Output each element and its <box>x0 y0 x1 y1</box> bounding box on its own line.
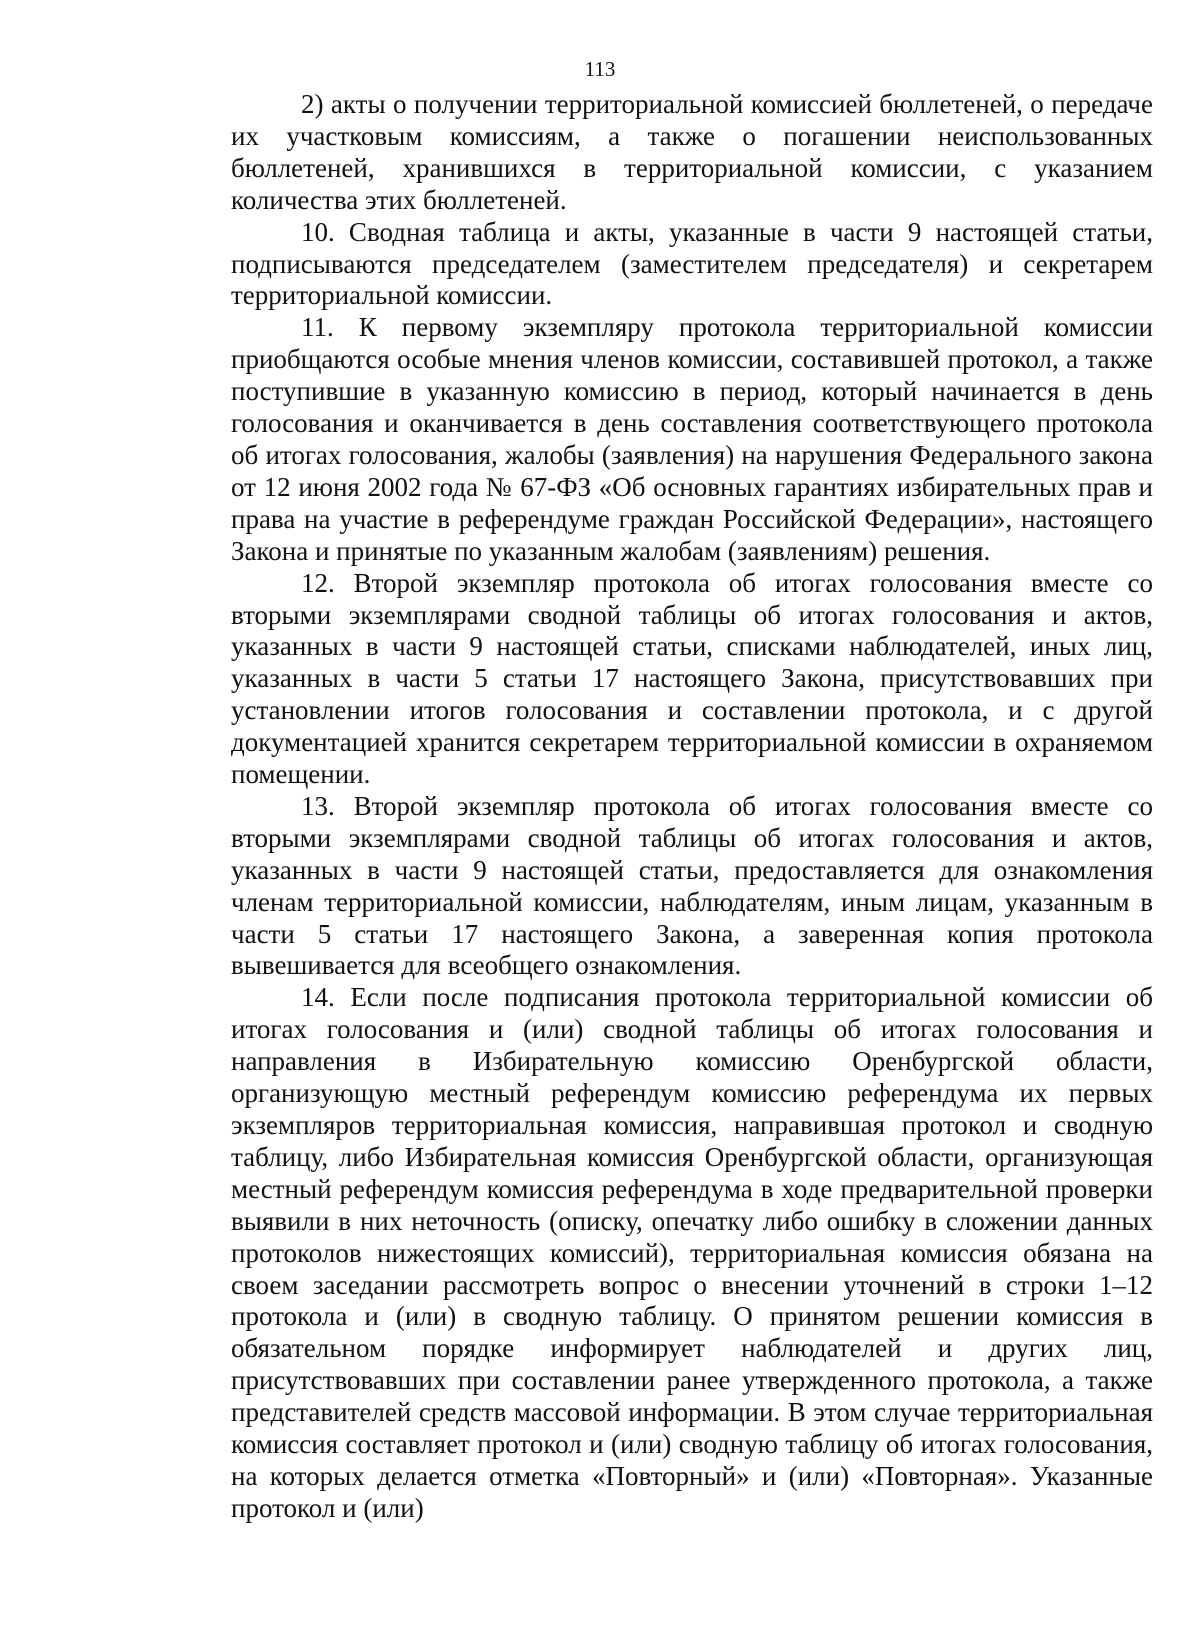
paragraph-part-12: 12. Второй экземпляр протокола об итогах голосования вместе со вторыми экземплярами сводной таблицы об итогах голосования и актов, указанных в части 9 настоящей статьи, списками наблюдателей, иных лиц, указанных в части 5 статьи 17 настоящего Закона, присутствовавших при установлении итогов голосования и составлении протокола, и с другой документацией хранится секретарем территориальной комиссии в охраняемом помещении. <box>231 567 1153 790</box>
paragraph-part-11: 11. К первому экземпляру протокола территориальной комиссии приобщаются особые мнения членов комиссии, составившей протокол, а также поступившие в указанную комиссию в период, который начинается в день голосования и оканчивается в день составления соответствующего протокола об итогах голосования, жалобы (заявления) на нарушения Федерального закона от 12 июня 2002 года № 67-ФЗ «Об основных гарантиях избирательных прав и права на участие в референдуме граждан Российской Федерации», настоящего Закона и принятые по указанным жалобам (заявлениям) решения. <box>231 312 1153 566</box>
document-body <box>231 89 1153 1525</box>
paragraph-part-14: 14. Если после подписания протокола территориальной комиссии об итогах голосования и (или) сводной таблицы об итогах голосования и направления в Избирательную комиссию Оренбургской области, организующую местный референдум комиссию референдума их первых экземпляров территориальная комиссия, направившая протокол и сводную таблицу, либо Избирательная комиссия Оренбургской области, организующая местный референдум комиссия референдума в ходе предварительной проверки выявили в них неточность (описку, опечатку либо ошибку в сложении данных протоколов нижестоящих комиссий), территориальная комиссия обязана на своем заседании рассмотреть вопрос о внесении уточнений в строки 1–12 протокола и (или) в сводную таблицу. О принятом решении комиссия в обязательном порядке информирует наблюдателей и других лиц, присутствовавших при составлении ранее утвержденного протокола, а также представителей средств массовой информации. В этом случае территориальная комиссия составляет протокол и (или) сводную таблицу об итогах голосования, на которых делается отметка «Повторный» и (или) «Повторная». Указанные протокол и (или) <box>231 982 1153 1523</box>
page-number: 113 <box>584 57 616 81</box>
paragraph-part-10: 10. Сводная таблица и акты, указанные в части 9 настоящей статьи, подписываются председателем (заместителем председателя) и секретарем территориальной комиссии. <box>231 216 1153 311</box>
paragraph-part-13: 13. Второй экземпляр протокола об итогах голосования вместе со вторыми экземплярами сводной таблицы об итогах голосования и актов, указанных в части 9 настоящей статьи, предоставляется для ознакомления членам территориальной комиссии, наблюдателям, иным лицам, указанным в части 5 статьи 17 настоящего Закона, а заверенная копия протокола вывешивается для всеобщего ознакомления. <box>231 790 1153 981</box>
paragraph-part-9-item-2: 2) акты о получении территориальной комиссией бюллетеней, о передаче их участковым комиссиям, а также о погашении неиспользованных бюллетеней, хранившихся в территориальной комиссии, с указанием количества этих бюллетеней. <box>231 89 1153 215</box>
